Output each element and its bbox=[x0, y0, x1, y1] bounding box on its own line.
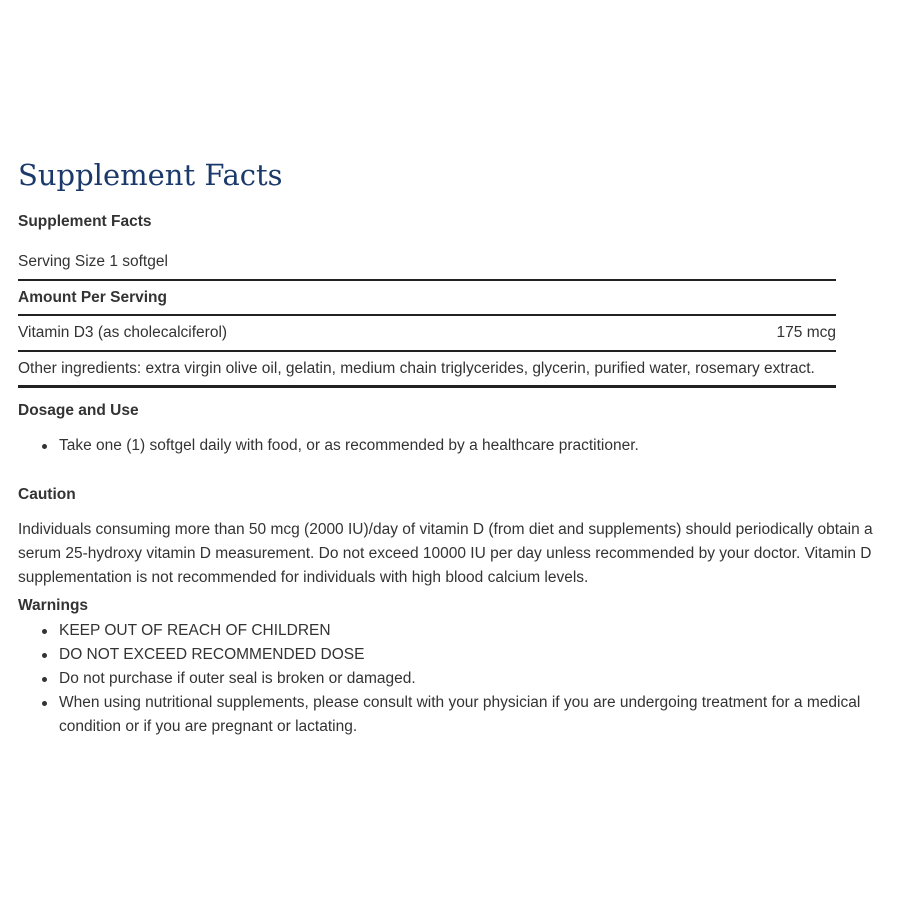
supplement-facts-heading: Supplement Facts bbox=[18, 213, 152, 230]
warnings-heading: Warnings bbox=[18, 597, 89, 614]
amount-per-serving-row bbox=[18, 281, 836, 316]
dosage-heading: Dosage and Use bbox=[18, 402, 139, 419]
other-ingredients-row bbox=[18, 352, 836, 388]
other-ingredients-text: Other ingredients: extra virgin olive oil, gelatin, medium chain triglycerides, glycerin, purified water, rosemary extract. bbox=[18, 359, 815, 377]
amount-per-serving-label: Amount Per Serving bbox=[18, 288, 167, 306]
nutrient-row bbox=[18, 316, 836, 352]
list-item: Take one (1) softgel daily with food, or as recommended by a healthcare practitioner. bbox=[18, 434, 898, 458]
caution-text: Individuals consuming more than 50 mcg (2000 IU)/day of vitamin D (from diet and supplements) should periodically obtain a serum 25-hydroxy vitamin D measurement. Do not exceed 10000 IU per day unless recommended by your doctor. Vitamin D supplementation is not recommended for individuals with high blood calcium levels. bbox=[18, 521, 873, 586]
list-item: When using nutritional supplements, please consult with your physician if you are undergoing treatment for a medical condition or if you are pregnant or lactating. bbox=[18, 691, 898, 739]
page-title: Supplement Facts bbox=[18, 158, 283, 192]
serving-size-text: Serving Size 1 softgel bbox=[18, 252, 168, 270]
list-item: KEEP OUT OF REACH OF CHILDREN bbox=[18, 619, 898, 643]
list-item: Do not purchase if outer seal is broken or damaged. bbox=[18, 667, 898, 691]
list-item: DO NOT EXCEED RECOMMENDED DOSE bbox=[18, 643, 898, 667]
supplement-facts-table bbox=[18, 244, 836, 388]
serving-size-row bbox=[18, 244, 836, 281]
dosage-list bbox=[18, 434, 898, 458]
nutrient-name: Vitamin D3 (as cholecalciferol) bbox=[18, 324, 228, 341]
caution-heading: Caution bbox=[18, 486, 76, 503]
warnings-list bbox=[18, 619, 898, 739]
nutrient-amount: 175 mcg bbox=[776, 324, 836, 341]
